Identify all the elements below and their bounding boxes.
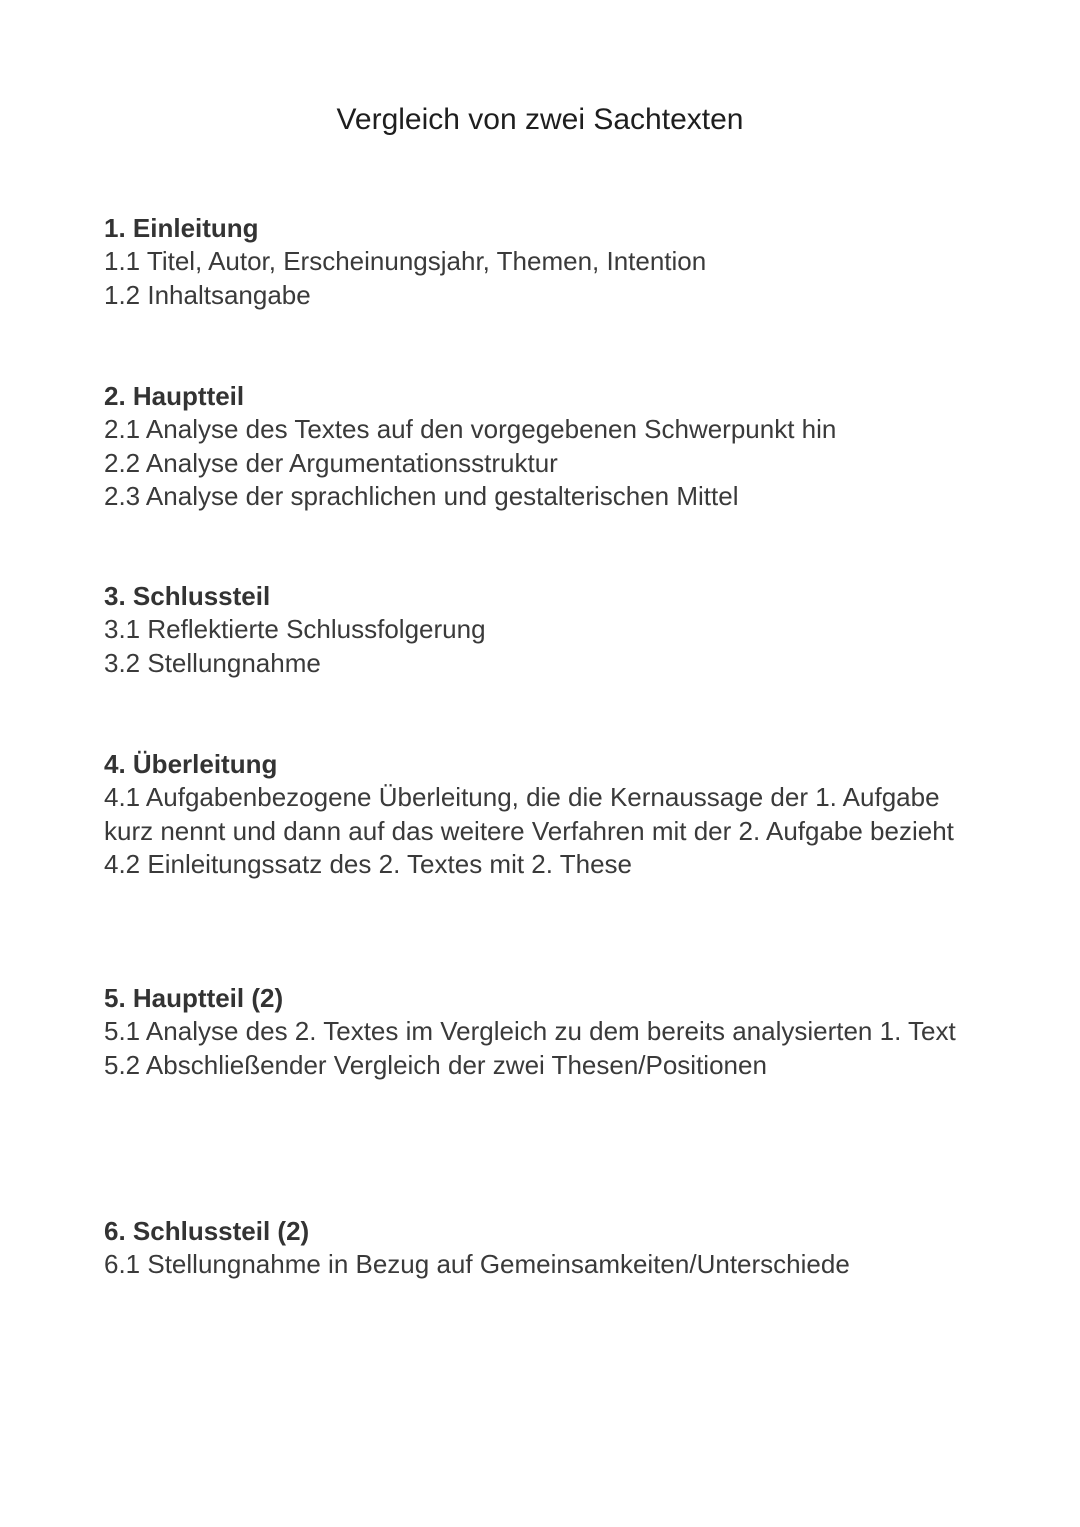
section-ueberleitung: [104, 747, 1004, 882]
section-item: 5.1 Analyse des 2. Textes im Vergleich zu dem bereits analysierten 1. Text: [104, 1016, 956, 1046]
section-hauptteil: [104, 379, 1004, 514]
section-hauptteil-2: [104, 981, 1004, 1082]
section-item: 2.1 Analyse des Textes auf den vorgegebenen Schwerpunkt hin: [104, 414, 837, 444]
section-item: 6.1 Stellungnahme in Bezug auf Gemeinsamkeiten/Unterschiede: [104, 1249, 850, 1279]
section-item: 1.2 Inhaltsangabe: [104, 279, 311, 310]
section-item: 3.2 Stellungnahme: [104, 647, 321, 678]
section-item: 3.1 Reflektierte Schlussfolgerung: [104, 614, 486, 644]
section-heading: 3. Schlussteil: [104, 581, 271, 611]
section-heading: 4. Überleitung: [104, 749, 278, 779]
section-item: 5.2 Abschließender Vergleich der zwei Thesen/Positionen: [104, 1049, 767, 1080]
page-title: Vergleich von zwei Sachtexten: [336, 103, 744, 136]
section-item: 2.3 Analyse der sprachlichen und gestalterischen Mittel: [104, 481, 739, 511]
section-heading: 5. Hauptteil (2): [104, 983, 284, 1013]
section-item: 4.2 Einleitungssatz des 2. Textes mit 2. These: [104, 849, 632, 879]
section-schlussteil: [104, 579, 1004, 680]
section-item: 4.1 Aufgabenbezogene Überleitung, die die Kernaussage der 1. Aufgabe kurz nennt und dann auf das weitere Verfahren mit der 2. Aufgabe bezieht: [104, 782, 954, 846]
section-schlussteil-2: [104, 1214, 1004, 1282]
section-heading: 6. Schlussteil (2): [104, 1216, 310, 1246]
section-heading: 1. Einleitung: [104, 213, 259, 243]
section-item: 1.1 Titel, Autor, Erscheinungsjahr, Themen, Intention: [104, 246, 707, 276]
section-einleitung: [104, 211, 1004, 312]
section-item: 2.2 Analyse der Argumentationsstruktur: [104, 447, 558, 478]
section-heading: 2. Hauptteil: [104, 381, 245, 411]
